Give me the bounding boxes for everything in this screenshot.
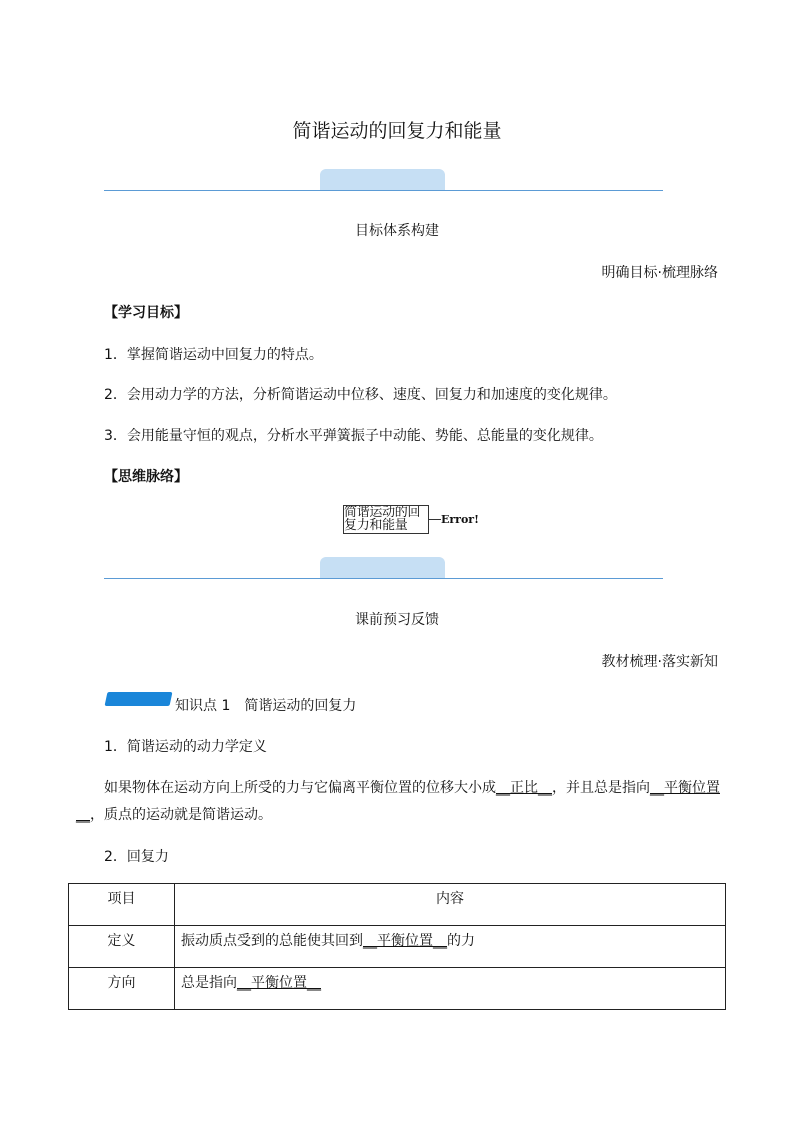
section-subheading-preview: 教材梳理·落实新知 bbox=[601, 654, 718, 670]
mind-map-error: Error! bbox=[441, 513, 479, 526]
fill-blank: __平衡位置__ bbox=[237, 975, 321, 991]
table-header-cell: 内容 bbox=[175, 884, 726, 926]
page-title: 简谐运动的回复力和能量 bbox=[292, 120, 502, 142]
section-banner-line bbox=[104, 578, 663, 579]
definition-line-1 bbox=[104, 777, 722, 797]
knowledge-point-bar bbox=[105, 692, 173, 706]
restoring-force-heading: 2．回复力 bbox=[104, 849, 169, 865]
mind-map-box: 简谐运动的回复力和能量 bbox=[343, 505, 429, 534]
section-banner-line bbox=[104, 190, 663, 191]
table-cell-item: 方向 bbox=[69, 968, 175, 1010]
table-cell-content bbox=[175, 968, 726, 1010]
cell-text: 总是指向 bbox=[181, 975, 237, 991]
section-banner-tab bbox=[320, 169, 445, 190]
learning-goal-item: 3．会用能量守恒的观点，分析水平弹簧振子中动能、势能、总能量的变化规律。 bbox=[104, 428, 603, 444]
fill-blank: __平衡位置__ bbox=[363, 933, 447, 949]
fill-blank: __正比__ bbox=[496, 780, 552, 796]
table-cell-item: 定义 bbox=[69, 926, 175, 968]
table-header-row bbox=[69, 884, 726, 926]
definition-text: 如果物体在运动方向上所受的力与它偏离平衡位置的位移大小成 bbox=[104, 780, 496, 796]
cell-text: 振动质点受到的总能使其回到 bbox=[181, 933, 363, 949]
section-heading-goals: 目标体系构建 bbox=[355, 223, 439, 239]
table-row bbox=[69, 968, 726, 1010]
restoring-force-table bbox=[68, 883, 726, 1010]
fill-blank: __ bbox=[76, 807, 90, 823]
mind-map-label: 【思维脉络】 bbox=[104, 469, 188, 485]
table-header-cell: 项目 bbox=[69, 884, 175, 926]
table-cell-content bbox=[175, 926, 726, 968]
cell-text: 的力 bbox=[447, 933, 475, 949]
learning-goal-item: 2．会用动力学的方法，分析简谐运动中位移、速度、回复力和加速度的变化规律。 bbox=[104, 387, 617, 403]
fill-blank: __平衡位置 bbox=[650, 780, 720, 796]
definition-heading: 1．简谐运动的动力学定义 bbox=[104, 739, 267, 755]
table-row bbox=[69, 926, 726, 968]
mind-map-connector bbox=[428, 519, 441, 520]
section-banner-tab bbox=[320, 557, 445, 578]
learning-goals-label: 【学习目标】 bbox=[104, 305, 188, 321]
learning-goal-item: 1．掌握简谐运动中回复力的特点。 bbox=[104, 347, 323, 363]
definition-line-2 bbox=[76, 804, 272, 824]
section-heading-preview: 课前预习反馈 bbox=[355, 612, 439, 628]
definition-text: ，质点的运动就是简谐运动。 bbox=[90, 807, 272, 823]
definition-text: ，并且总是指向 bbox=[552, 780, 650, 796]
section-subheading-goals: 明确目标·梳理脉络 bbox=[601, 265, 718, 281]
knowledge-point-label: 知识点 1 简谐运动的回复力 bbox=[175, 698, 357, 714]
